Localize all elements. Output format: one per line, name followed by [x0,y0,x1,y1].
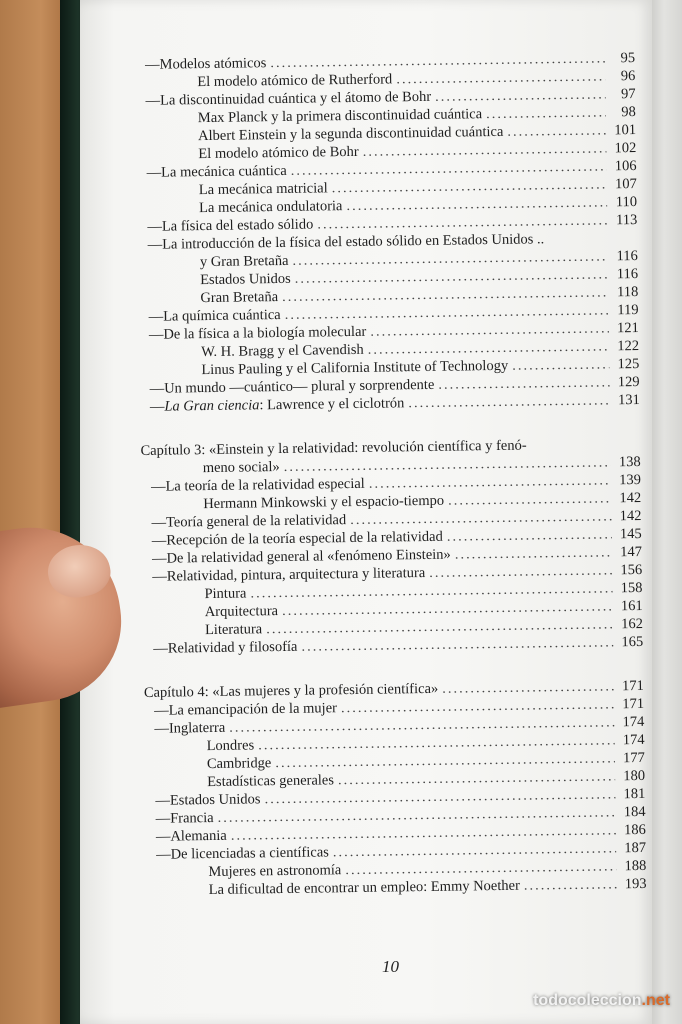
dot-leader [512,355,609,374]
toc-entry-page: 116 [616,247,638,265]
toc-entry-page: 161 [620,597,643,615]
next-page-edge [652,0,682,1024]
toc-entry-page: 107 [614,176,637,193]
toc-entry-title: Arquitectura [204,603,279,621]
toc-entry-title: meno social» [202,459,280,477]
watermark-suffix: .net [641,992,670,1009]
toc-entry-page: 98 [621,104,636,121]
toc-entry-title: —De la relatividad general al «fenómeno Einstein» [151,546,451,567]
toc-entry-page: 186 [623,821,646,839]
toc-entry-page: 184 [623,803,646,821]
toc-entry-title: Max Planck y la primera discontinuidad cuántica [197,106,483,127]
dot-leader [455,543,612,563]
toc-entry-page: 193 [624,875,647,893]
toc-entry-title: —La discontinuidad cuántica y el átomo de Bohr [145,88,432,109]
toc-entry-page: 97 [620,86,636,103]
toc-entry-page: 139 [619,471,642,489]
toc-entry-title: —Estados Unidos [155,791,261,809]
toc-entry-title: El modelo atómico de Bohr [198,143,359,163]
toc-entry-page: 188 [624,857,647,875]
toc-entry-title: Capítulo 3: «Einstein y la relatividad: revolución científica y fenó- [140,437,527,459]
toc-entry-page: 145 [619,525,642,543]
watermark [533,992,670,1010]
dot-leader [507,121,606,140]
toc-entry-page: 156 [620,561,643,579]
toc-entry-title: Hermann Minkowski y el espacio-tiempo [203,492,445,513]
toc-entry-page: 116 [616,265,639,283]
toc-entry-title: —De licenciadas a científicas [156,844,329,863]
toc-entry-title: —Alemania [155,827,227,845]
toc-entry-page: 106 [614,158,637,175]
toc-entry-title: W. H. Bragg y el Cavendish [201,341,364,361]
toc-entry-page: 162 [621,615,644,633]
toc-entry-title: —Teoría general de la relatividad [151,512,347,531]
toc-entry-title: —Inglaterra [154,719,226,737]
toc-entry-page: 121 [616,319,639,337]
toc-entry-page: 95 [620,50,636,67]
toc-entry-title: La mecánica ondulatoria [199,198,343,217]
toc-entry-title: —Recepción de la teoría especial de la relatividad [151,528,443,549]
toc-entry-title: y Gran Bretaña [199,252,289,271]
toc-entry-page: 158 [620,579,643,597]
toc-entry-title: Mujeres en astronomía [208,862,342,881]
toc-entry-title: Albert Einstein y la segunda discontinuidad cuántica [198,123,504,145]
toc-entry-title: —Relatividad, pintura, arquitectura y literatura [152,564,426,585]
toc-entry-title: Londres [206,737,255,755]
table-of-contents [135,49,647,900]
toc-entry-page: 131 [617,391,640,409]
toc-entry-title: —La introducción de la física del estado sólido en Estados Unidos .. [147,231,545,253]
dot-leader [442,677,614,697]
toc-entry-title: —La mecánica cuántica [146,162,287,181]
toc-entry-title: Literatura [204,621,263,639]
toc-entry-title: —La emancipación de la mujer [154,700,338,719]
toc-entry-page: 171 [621,677,644,695]
toc-entry-page: 129 [617,373,640,391]
toc-entry-page: 187 [624,839,647,857]
toc-entry-page: 174 [622,713,645,731]
toc-entry-title: —La física del estado sólido [147,216,314,235]
toc-entry-page: 171 [622,695,645,713]
dot-leader [524,875,617,894]
toc-entry-title: —Relatividad y filosofía [153,638,298,657]
toc-entry-title: Linus Pauling y el California Institute of Technology [201,357,509,379]
toc-entry-title: —La Gran ciencia: Lawrence y el ciclotrón [149,395,405,415]
dot-leader [486,103,606,123]
toc-entry-page: 181 [623,785,646,803]
toc-entry-title: —Un mundo —cuántico— plural y sorprendente [149,376,435,397]
toc-entry-page: 125 [617,355,640,373]
toc-entry-title: Gran Bretaña [200,289,279,307]
toc-entry-title: Estadísticas generales [207,772,335,791]
toc-entry-title: La mecánica matricial [198,180,328,199]
toc-entry-page: 142 [619,489,642,507]
toc-entry-page: 119 [617,301,639,319]
toc-entry-title: Cambridge [206,755,272,773]
toc-entry-page: 180 [623,767,646,785]
toc-entry-title: La dificultad de encontrar un empleo: Emmy Noether [208,877,520,899]
toc-entry-title: Estados Unidos [200,270,291,289]
watermark-brand: todocoleccion [533,992,642,1009]
page-number: 10 [382,957,399,976]
dot-leader [438,373,610,393]
toc-entry-page: 110 [615,194,638,211]
toc-entry-page: 142 [619,507,642,525]
toc-entry-page: 174 [622,731,645,749]
toc-entry-page: 147 [620,543,643,561]
dot-leader [448,489,611,509]
toc-entry-page: 101 [614,122,637,139]
toc-entry-title: Pintura [204,585,247,603]
toc-entry-title: —La teoría de la relatividad especial [150,475,365,495]
toc-entry-title: —Modelos atómicos [145,55,267,73]
toc-entry-page: 138 [618,453,641,471]
toc-entry-page: 122 [617,337,640,355]
toc-entry-page: 102 [614,140,637,157]
toc-entry-title: —Francia [155,809,214,827]
toc-entry-title: —La química cuántica [148,306,281,325]
toc-entry-page: 177 [622,749,645,767]
dot-leader [408,391,610,412]
toc-entry-page: 118 [617,283,639,301]
toc-entry-title: El modelo atómico de Rutherford [197,71,393,91]
toc-entry-page: 165 [621,633,644,651]
dot-leader [435,85,606,105]
toc-entry-title: —De la física a la biología molecular [148,323,367,343]
toc-entry-page: 113 [616,212,638,229]
toc-entry-page: 96 [620,68,636,85]
toc-entry-title: Capítulo 4: «Las mujeres y la profesión científica» [143,680,439,701]
dot-leader [447,525,612,545]
